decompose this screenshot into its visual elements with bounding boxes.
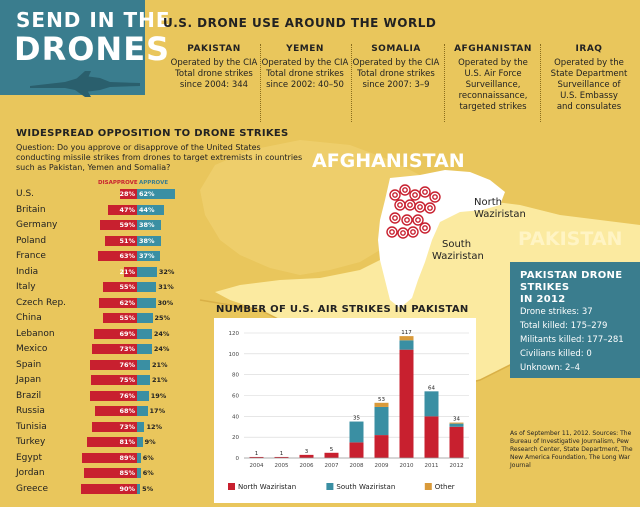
country-somalia <box>350 44 442 91</box>
y-tick-label: 0 <box>235 456 239 462</box>
opposition-row <box>0 390 200 402</box>
bar-total-label: 64 <box>428 385 435 392</box>
strike-bar-other <box>375 403 389 407</box>
label-line: Waziristan <box>474 209 526 220</box>
country-line: since 2002: 40–50 <box>266 80 344 90</box>
bar-total-label: 3 <box>304 448 309 455</box>
country-line: Total drone strikes <box>357 69 435 79</box>
country-line: U.S. Embassy <box>560 91 618 101</box>
strike-bar-other <box>450 423 464 424</box>
strike-bar-north-waziristan <box>450 427 464 458</box>
bar-total-label: 53 <box>378 396 385 403</box>
opposition-country-label: U.S. <box>16 189 35 199</box>
approve-value: 37% <box>139 252 155 260</box>
strikes-chart <box>214 318 476 503</box>
opposition-row <box>0 312 200 324</box>
opposition-country-label: China <box>16 313 42 323</box>
country-name: YEMEN <box>286 44 324 54</box>
approve-value: 32% <box>158 267 175 276</box>
approve-bar <box>137 468 141 478</box>
approve-bar <box>137 422 144 432</box>
stat-militants-killed: Militants killed: 177–281 <box>520 335 624 345</box>
country-line: State Department <box>550 69 628 79</box>
opposition-row <box>0 436 200 448</box>
legend-label: North Waziristan <box>238 483 297 491</box>
approve-value: 9% <box>144 438 156 446</box>
y-tick-label: 80 <box>232 372 239 379</box>
approve-bar <box>137 453 141 463</box>
stat-civilians-killed: Civilians killed: 0 <box>520 349 592 359</box>
strike-bar-north-waziristan <box>325 453 339 458</box>
approve-value: 19% <box>150 391 167 400</box>
country-name: PAKISTAN <box>187 44 241 54</box>
legend-swatch <box>228 483 235 490</box>
opposition-row <box>0 281 200 293</box>
approve-bar <box>137 484 140 494</box>
approve-bar <box>137 375 150 385</box>
disapprove-value: 59% <box>119 221 135 229</box>
opposition-row <box>0 359 200 371</box>
approve-value: 62% <box>139 190 155 198</box>
disapprove-value: 69% <box>119 329 135 338</box>
approve-value: 6% <box>142 469 154 477</box>
country-line: U.S. Air Force <box>464 69 522 79</box>
strike-bar-north-waziristan <box>400 350 414 458</box>
opposition-row <box>0 297 200 309</box>
opposition-country-label: Tunisia <box>16 421 47 432</box>
legend-label: Other <box>434 483 455 491</box>
country-line: Total drone strikes <box>266 69 344 79</box>
approve-value: 24% <box>153 345 170 353</box>
country-name: SOMALIA <box>371 44 421 54</box>
approve-value: 12% <box>146 422 162 431</box>
disapprove-value: 62% <box>119 298 135 307</box>
divider <box>444 44 445 122</box>
opposition-question: Question: Do you approve or disapprove of the United States conducting missile strikes from drones to target extremists in countries such as Pakistan, Yemen and Somalia? <box>16 143 303 172</box>
approve-value: 31% <box>158 283 174 291</box>
label-line: South <box>442 239 472 250</box>
x-tick-label: 2006 <box>299 463 314 469</box>
map-label-south-waziristan <box>432 239 484 263</box>
disapprove-value: 51% <box>119 236 135 245</box>
strike-bar-north-waziristan <box>375 435 389 458</box>
approve-value: 5% <box>142 484 154 493</box>
country-name: IRAQ <box>575 44 603 54</box>
country-line: Surveillance, <box>465 80 521 90</box>
opposition-row <box>0 405 200 417</box>
bar-total-label: 35 <box>353 415 360 422</box>
country-line: and consulates <box>556 102 622 112</box>
y-tick-label: 60 <box>232 393 239 400</box>
country-line: Operated by the CIA <box>170 58 258 68</box>
opposition-country-label: Mexico <box>16 344 48 354</box>
legend-label: South Waziristan <box>336 483 396 491</box>
disapprove-value: 85% <box>119 469 135 477</box>
country-line: since 2007: 3–9 <box>362 80 430 90</box>
y-tick-label: 100 <box>228 351 239 358</box>
country-line: Operated by the CIA <box>352 58 440 68</box>
strike-bar-south-waziristan <box>350 422 364 443</box>
opposition-row <box>0 467 200 479</box>
map-label-pakistan: PAKISTAN <box>518 228 623 250</box>
approve-key: APPROVE <box>139 180 169 186</box>
strike-bar-north-waziristan <box>350 442 364 458</box>
disapprove-value: 76% <box>119 360 135 369</box>
opposition-country-label: Japan <box>16 375 42 385</box>
opposition-country-label: Spain <box>16 359 42 370</box>
disapprove-value: 90% <box>119 484 135 493</box>
approve-value: 30% <box>157 298 174 307</box>
disapprove-value: 81% <box>119 438 135 446</box>
opposition-country-label: Czech Rep. <box>16 297 67 308</box>
approve-value: 24% <box>153 329 170 338</box>
opposition-country-label: Lebanon <box>16 328 55 339</box>
strike-bar-south-waziristan <box>425 391 439 416</box>
opposition-country-label: Greece <box>16 483 49 494</box>
disapprove-value: 89% <box>119 453 135 462</box>
approve-value: 38% <box>139 221 155 229</box>
country-line: since 2004: 344 <box>179 80 249 90</box>
approve-value: 17% <box>149 407 166 415</box>
strike-bar-south-waziristan <box>400 340 414 349</box>
x-tick-label: 2004 <box>249 463 264 469</box>
legend-swatch <box>326 483 333 490</box>
opposition-country-label: Brazil <box>16 390 42 401</box>
disapprove-value: 75% <box>119 376 135 384</box>
country-line: targeted strikes <box>459 102 527 112</box>
opposition-row <box>0 452 200 464</box>
approve-value: 6% <box>142 453 154 462</box>
map-label-north-waziristan <box>474 197 526 221</box>
y-tick-label: 20 <box>232 435 239 442</box>
bar-total-label: 117 <box>401 330 412 337</box>
opposition-country-label: Britain <box>16 204 46 215</box>
country-line: Operated by the <box>554 58 624 68</box>
approve-bar <box>137 406 148 416</box>
strikes-chart-title: NUMBER OF U.S. AIR STRIKES IN PAKISTAN <box>216 304 469 315</box>
y-tick-label: 40 <box>232 414 239 421</box>
opposition-row <box>0 421 200 433</box>
stat-drone-strikes: Drone strikes: 37 <box>520 307 593 317</box>
stat-total-killed: Total killed: 175–279 <box>520 321 608 331</box>
disapprove-value: 68% <box>119 407 135 415</box>
country-iraq <box>543 44 635 113</box>
x-tick-label: 2010 <box>399 463 414 469</box>
approve-bar <box>137 360 150 370</box>
country-line: reconnaissance, <box>458 91 528 101</box>
approve-value: 44% <box>139 205 155 214</box>
bar-total-label: 34 <box>453 416 460 423</box>
country-line: Operated by the <box>458 58 528 68</box>
opposition-row <box>0 219 200 231</box>
x-tick-label: 2012 <box>449 463 464 469</box>
disapprove-value: 73% <box>119 422 135 431</box>
approve-value: 25% <box>154 314 171 322</box>
x-tick-label: 2011 <box>424 463 439 469</box>
approve-bar <box>137 391 149 401</box>
opposition-title: WIDESPREAD OPPOSITION TO DRONE STRIKES <box>16 128 289 139</box>
approve-value: 38% <box>139 236 155 245</box>
strike-bar-north-waziristan <box>300 455 314 458</box>
approve-bar <box>137 282 156 292</box>
disapprove-value: 55% <box>119 314 135 322</box>
strikes-chart-panel <box>214 318 476 503</box>
country-name: AFGHANISTAN <box>454 44 532 54</box>
approve-bar <box>137 344 152 354</box>
disapprove-value: 55% <box>119 283 135 291</box>
approve-bar <box>137 313 153 323</box>
opposition-country-label: Poland <box>16 235 47 246</box>
disapprove-value: 28% <box>119 190 135 198</box>
world-usage-title: U.S. DRONE USE AROUND THE WORLD <box>163 16 437 30</box>
title-line: IN 2012 <box>520 294 566 305</box>
title-line-1: SEND IN THE <box>16 8 171 32</box>
x-tick-label: 2007 <box>324 463 339 469</box>
disapprove-value: 47% <box>119 205 135 214</box>
opposition-row <box>0 483 200 495</box>
opposition-country-label: India <box>16 266 39 277</box>
opposition-row <box>0 328 200 340</box>
stat-unknown: Unknown: 2–4 <box>520 363 581 373</box>
pakistan-2012-title <box>520 270 640 306</box>
country-afghanistan <box>447 44 539 113</box>
opposition-country-label: Italy <box>16 282 36 292</box>
title-line-2: DRONES <box>14 30 171 68</box>
legend-swatch <box>425 483 432 490</box>
strike-bar-south-waziristan <box>375 407 389 435</box>
label-line: Waziristan <box>432 251 484 262</box>
label-line: North <box>474 197 502 208</box>
opposition-country-label: Egypt <box>16 452 42 463</box>
approve-value: 21% <box>152 360 168 369</box>
strike-bar-other <box>400 336 414 340</box>
drone-icon <box>25 68 145 98</box>
country-pakistan <box>168 44 260 91</box>
divider <box>540 44 541 122</box>
x-tick-label: 2008 <box>349 463 364 469</box>
strike-bar-south-waziristan <box>450 424 464 427</box>
country-line: Operated by the CIA <box>261 58 349 68</box>
approve-bar <box>137 437 143 447</box>
opposition-country-label: France <box>16 251 46 261</box>
opposition-country-label: Russia <box>16 406 45 416</box>
sources-note: As of September 11, 2012. Sources: The Bureau of Investigative Journalism, Pew Research Center, State Department, The New America Foundation, The Long War Journal <box>510 430 633 469</box>
approve-bar <box>137 267 157 277</box>
disapprove-value: 73% <box>119 345 135 353</box>
country-line: Total drone strikes <box>175 69 253 79</box>
opposition-row <box>0 374 200 386</box>
country-yemen <box>259 44 351 91</box>
title-line: PAKISTAN DRONE STRIKES <box>520 270 623 293</box>
approve-value: 21% <box>152 376 168 384</box>
disapprove-key: DISAPPROVE <box>98 180 138 186</box>
y-tick-label: 120 <box>228 331 239 337</box>
bar-total-label: 1 <box>254 450 259 457</box>
opposition-country-label: Turkey <box>16 437 46 447</box>
opposition-row <box>0 204 200 216</box>
approve-bar <box>137 298 156 308</box>
opposition-chart <box>0 188 210 498</box>
opposition-country-label: Germany <box>16 220 58 230</box>
strike-bar-north-waziristan <box>425 416 439 458</box>
bar-total-label: 1 <box>279 450 284 457</box>
disapprove-value: 21% <box>119 267 135 276</box>
opposition-row <box>0 188 200 200</box>
approve-bar <box>137 329 152 339</box>
opposition-row <box>0 343 200 355</box>
bar-total-label: 5 <box>329 446 334 453</box>
map-label-afghanistan: AFGHANISTAN <box>312 150 465 172</box>
disapprove-value: 76% <box>119 391 135 400</box>
opposition-row <box>0 235 200 247</box>
x-tick-label: 2005 <box>274 463 289 469</box>
opposition-country-label: Jordan <box>16 468 45 478</box>
disapprove-value: 63% <box>119 252 135 260</box>
opposition-row <box>0 266 200 278</box>
x-tick-label: 2009 <box>374 463 389 469</box>
country-line: Surveillance of <box>557 80 621 90</box>
opposition-row <box>0 250 200 262</box>
